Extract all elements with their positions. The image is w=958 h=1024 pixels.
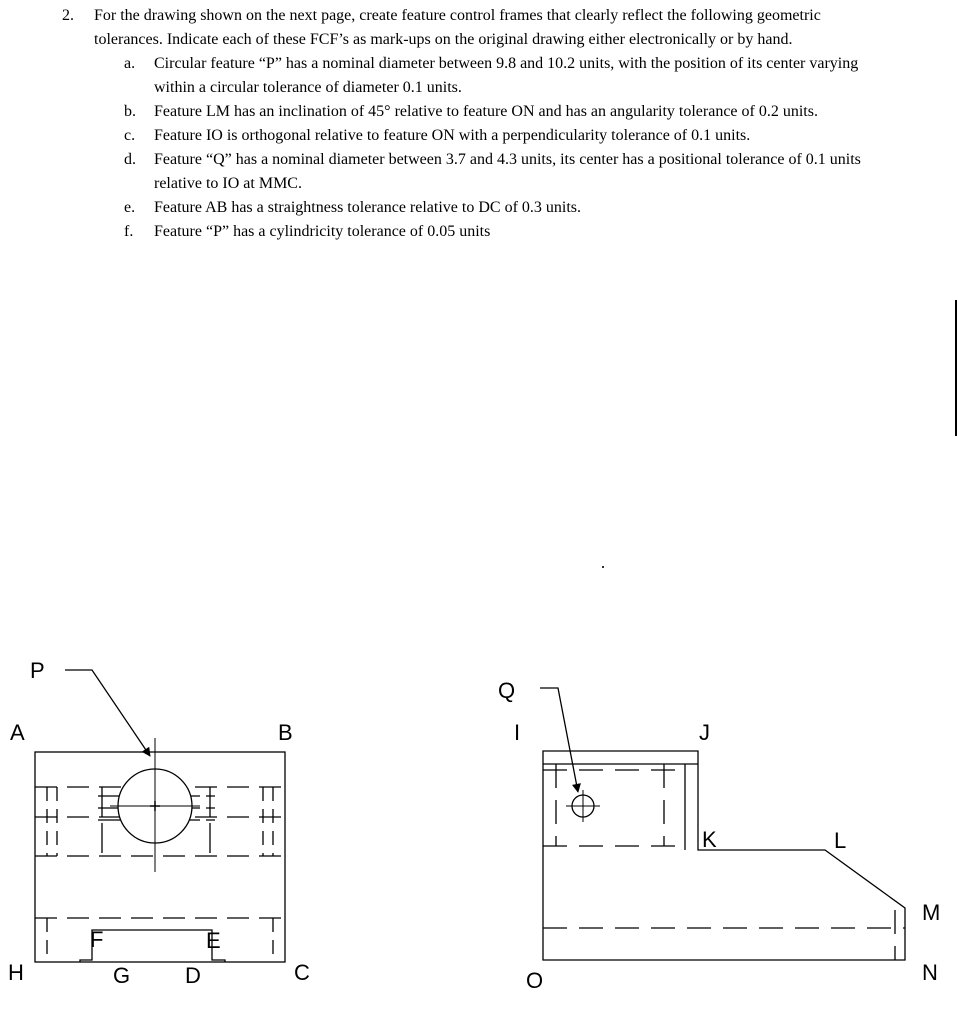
label-j: J xyxy=(699,720,710,745)
label-p: P xyxy=(30,658,45,683)
item-text: Circular feature “P” has a nominal diameter between 9.8 and 10.2 units, with the position of its center varying within a circular tolerance of diameter 0.1 units. xyxy=(154,55,859,96)
item-letter: b. xyxy=(124,103,136,120)
label-d: D xyxy=(185,963,201,988)
label-c: C xyxy=(294,960,310,985)
leader-q xyxy=(540,688,578,792)
label-o: O xyxy=(526,968,544,993)
label-f: F xyxy=(90,927,104,952)
label-e: E xyxy=(206,928,221,953)
right-view xyxy=(540,688,905,960)
item-text: Feature “Q” has a nominal diameter between 3.7 and 4.3 units, its center has a positional tolerance of 0.1 units relative to IO at MMC. xyxy=(154,151,861,192)
leader-p xyxy=(65,670,150,756)
item-letter: e. xyxy=(124,199,136,216)
label-h: H xyxy=(8,960,24,985)
label-q: Q xyxy=(498,678,516,703)
question-number: 2. xyxy=(62,7,74,24)
label-l: L xyxy=(834,828,847,853)
item-text: Feature AB has a straightness tolerance relative to DC of 0.3 units. xyxy=(154,199,582,216)
right-hidden-lines xyxy=(543,764,905,960)
item-letter: c. xyxy=(124,127,136,144)
label-i: I xyxy=(514,720,521,745)
item-letter: a. xyxy=(124,55,136,72)
label-g: G xyxy=(113,963,131,988)
item-letter: d. xyxy=(124,151,136,168)
item-letter: f. xyxy=(124,223,134,240)
label-b: B xyxy=(278,720,293,745)
item-text: Feature LM has an inclination of 45° relative to feature ON and has an angularity tolerance of 0.2 units. xyxy=(154,103,818,120)
left-view xyxy=(35,670,285,962)
item-text: Feature IO is orthogonal relative to feature ON with a perpendicularity tolerance of 0.1 units. xyxy=(154,127,751,144)
item-text: Feature “P” has a cylindricity tolerance of 0.05 units xyxy=(154,223,491,240)
question-intro: For the drawing shown on the next page, create feature control frames that clearly reflect the following geometric tolerances. Indicate each of these FCF’s as mark-ups on the original drawing either electronically or by hand. xyxy=(94,7,821,48)
right-view-outline xyxy=(543,751,905,960)
label-a: A xyxy=(10,720,25,745)
label-k: K xyxy=(702,827,717,852)
label-m: M xyxy=(922,900,941,925)
label-n: N xyxy=(922,960,938,985)
